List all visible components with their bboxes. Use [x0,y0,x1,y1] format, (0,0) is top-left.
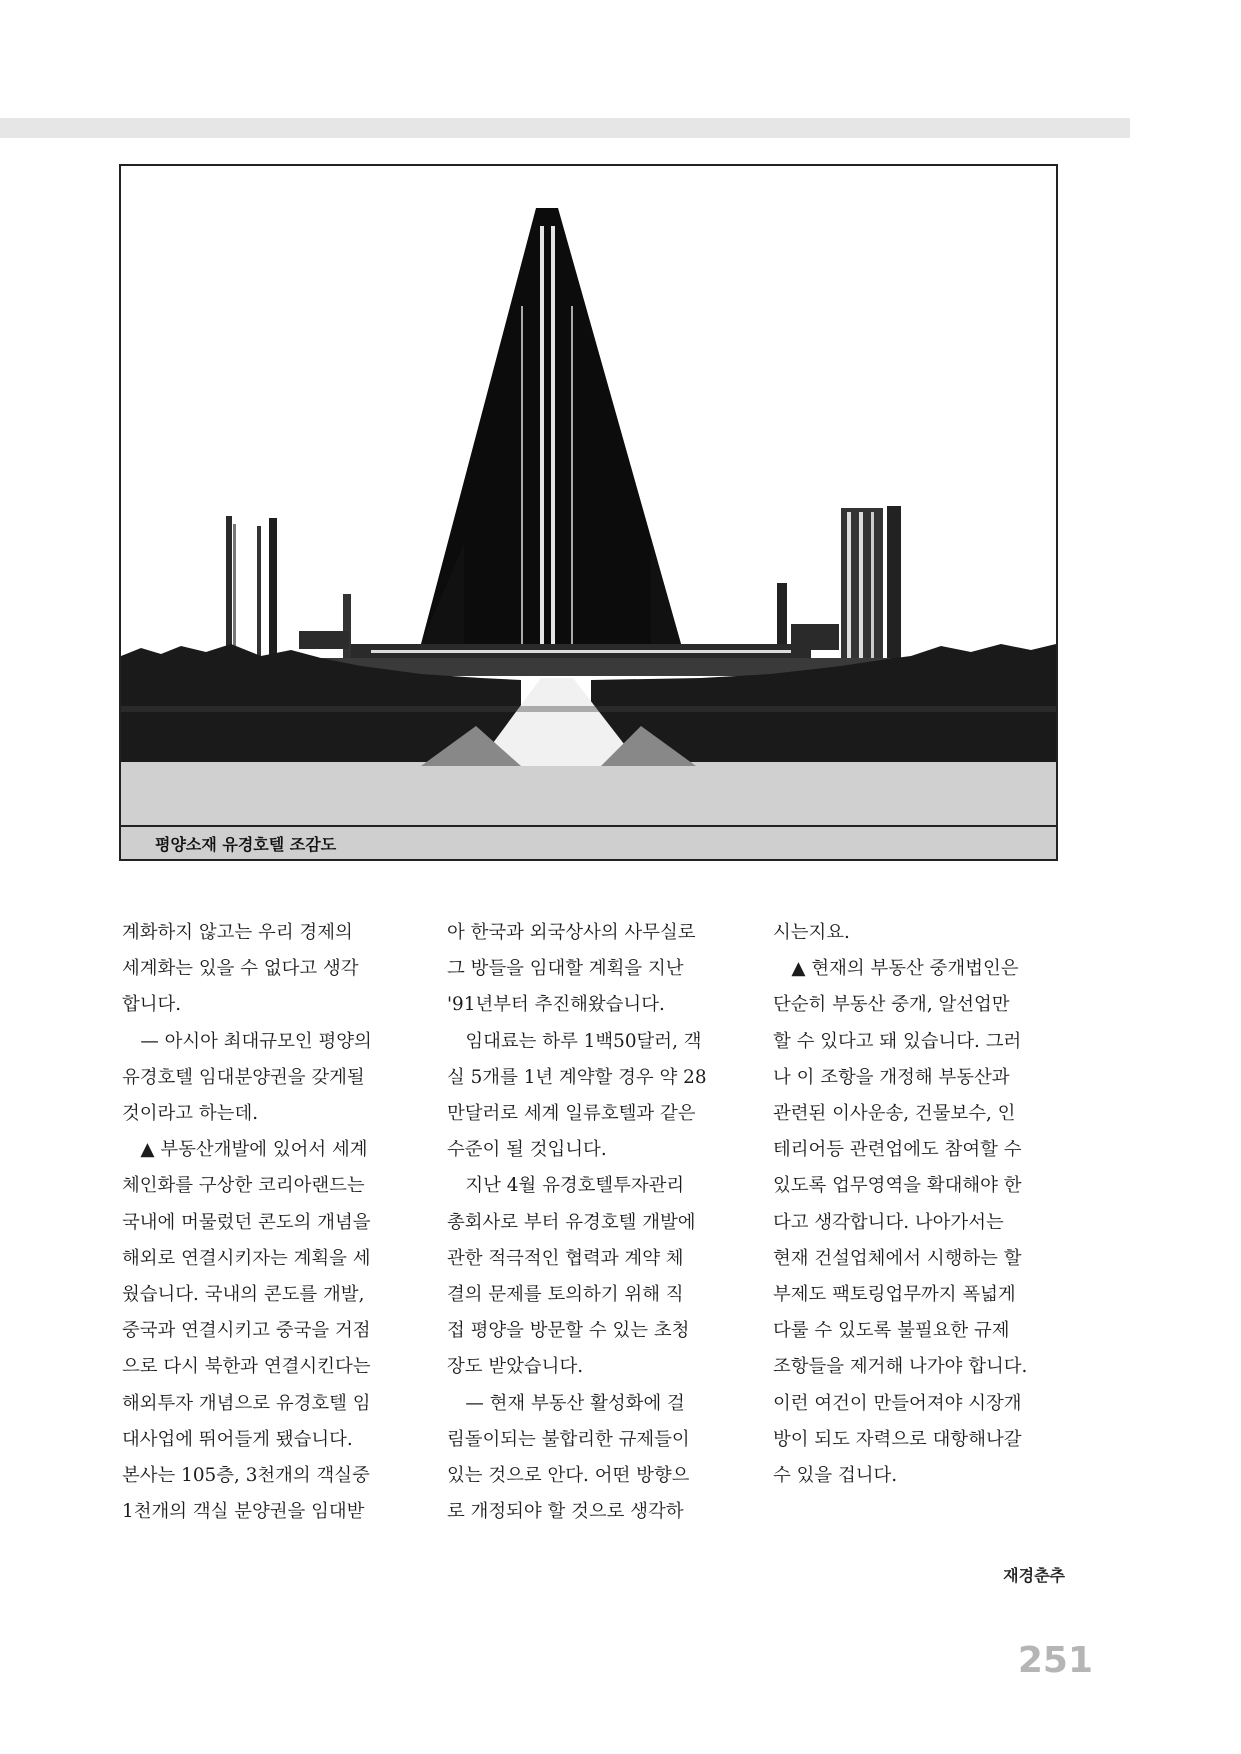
text-line: 부제도 팩토링업무까지 폭넓게 [773,1284,1016,1306]
text-line: 테리어등 관련업에도 참여할 수 [773,1139,1022,1161]
text-line: 있는 것으로 안다. 어떤 방향으 [447,1465,690,1487]
text-line: 유경호텔 임대분양권을 갖게될 [122,1066,365,1088]
text-line: 로 개정되야 할 것으로 생각하 [447,1501,684,1523]
text-line: 접 평양을 방문할 수 있는 초청 [447,1320,690,1342]
text-line: 수준이 될 것입니다. [447,1139,607,1161]
text-line: — 현재 부동산 활성화에 걸 [465,1392,685,1414]
article-column-3 [773,915,1073,1494]
text-line: 조항들을 제거해 나가야 합니다. [773,1356,1028,1378]
text-line: 관련된 이사운송, 건물보수, 인 [773,1103,1016,1125]
article-column-2 [447,915,747,1530]
text-line: 총회사로 부터 유경호텔 개발에 [447,1211,696,1233]
text-line: 할 수 있다고 돼 있습니다. 그러 [773,1030,1022,1052]
text-line: 결의 문제를 토의하기 위해 직 [447,1284,684,1306]
text-line: 아 한국과 외국상사의 사무실로 [447,922,696,943]
text-line: 단순히 부동산 중개, 알선업만 [773,994,1010,1016]
text-line: 다고 생각합니다. 나아가서는 [773,1211,1004,1233]
text-line: 1천개의 객실 분양권을 임대받 [122,1501,365,1523]
text-line: 해외투자 개념으로 유경호텔 임 [122,1392,371,1414]
photo-caption-bar [121,825,1056,859]
text-line: '91년부터 추진해왔습니다. [447,994,665,1016]
text-line: ▲ 부동산개발에 있어서 세계 [140,1139,368,1161]
page-number: 251 [1017,1640,1093,1681]
text-line: 계화하지 않고는 우리 경제의 [122,922,353,943]
text-line: 으로 다시 북한과 연결시킨다는 [122,1356,371,1378]
text-line: 세계화는 있을 수 없다고 생각 [122,958,359,980]
photo-caption: 평양소재 유경호텔 조감도 [155,835,337,854]
text-line: 현재 건설업체에서 시행하는 할 [773,1247,1022,1269]
text-line: 임대료는 하루 1백50달러, 객 [465,1030,702,1052]
text-line: 합니다. [122,994,182,1016]
text-line: 있도록 업무영역을 확대해야 한 [773,1175,1022,1197]
text-line: 방이 되도 자력으로 대항해나갈 [773,1428,1022,1450]
text-line: 체인화를 구상한 코리아랜드는 [122,1175,365,1197]
text-line: 그 방들을 임대할 계획을 지난 [447,958,684,980]
text-line: 이런 여건이 만들어져야 시장개 [773,1392,1022,1414]
text-line: 수 있을 겁니다. [773,1465,898,1487]
text-line: 해외로 연결시키자는 계획을 세 [122,1247,371,1269]
text-line: 다룰 수 있도록 불필요한 규제 [773,1320,1010,1342]
text-line: 본사는 105층, 3천개의 객실중 [122,1465,370,1487]
text-line: 대사업에 뛰어들게 됐습니다. [122,1428,353,1450]
text-line: — 아시아 최대규모인 평양의 [140,1030,372,1052]
top-band [0,118,1130,138]
article-column-1 [122,915,422,1530]
text-line: 실 5개를 1년 계약할 경우 약 28 [447,1066,707,1088]
text-line: 중국과 연결시키고 중국을 거점 [122,1320,371,1342]
text-line: 장도 받았습니다. [447,1356,584,1378]
text-line: 웠습니다. 국내의 콘도를 개발, [122,1284,365,1306]
text-line: 시는지요. [773,922,850,943]
text-line: ▲ 현재의 부동산 중개법인은 [791,958,1019,980]
ryugyong-hotel-photo [121,166,1056,825]
text-line: 만달러로 세계 일류호텔과 같은 [447,1103,696,1125]
journal-name: 재경춘추 [1003,1566,1065,1585]
text-line: 것이라고 하는데. [122,1103,259,1125]
text-line: 림돌이되는 불합리한 규제들이 [447,1428,690,1450]
text-line: 관한 적극적인 협력과 계약 체 [447,1247,684,1269]
hotel-photo-frame [119,164,1058,861]
text-line: 나 이 조항을 개정해 부동산과 [773,1066,1010,1088]
text-line: 국내에 머물렀던 콘도의 개념을 [122,1211,371,1233]
text-line: 지난 4월 유경호텔투자관리 [465,1175,685,1197]
